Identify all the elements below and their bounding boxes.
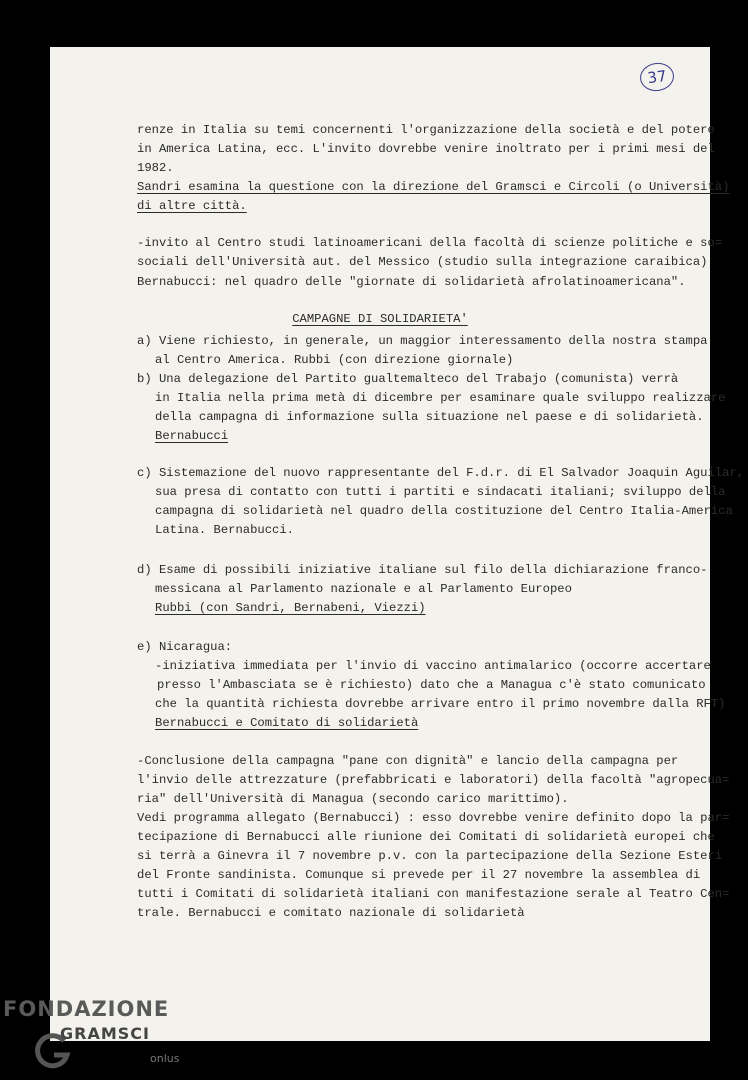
text-line: tecipazione di Bernabucci alle riunione dei Comitati di solidarietà europei che bbox=[137, 830, 715, 844]
text-line: messicana al Parlamento nazionale e al Parlamento Europeo bbox=[155, 582, 572, 596]
text-line: -Conclusione della campagna "pane con dignità" e lancio della campagna per bbox=[137, 754, 679, 768]
document-page bbox=[50, 47, 745, 1041]
text-line: campagna di solidarietà nel quadro della costituzione del Centro Italia-America bbox=[155, 504, 733, 518]
text-line: ria" dell'Università di Managua (secondo carico marittimo). bbox=[137, 792, 569, 806]
text-line: Latina. Bernabucci. bbox=[155, 523, 294, 537]
text-line: tutti i Comitati di solidarietà italiani con manifestazione serale al Teatro Cen= bbox=[137, 887, 730, 901]
text-line: 1982. bbox=[137, 161, 174, 175]
text-line: Bernabucci bbox=[155, 429, 229, 443]
text-line: del Fronte sandinista. Comunque si prevede per il 27 novembre la assemblea di bbox=[137, 868, 701, 882]
watermark-subtitle: GRAMSCI bbox=[60, 1024, 150, 1043]
text-line: che la quantità richiesta dovrebbe arrivare entro il primo novembre dalla RFT) bbox=[155, 697, 726, 711]
text-line: sua presa di contatto con tutti i partiti e sindacati italiani; sviluppo della bbox=[155, 485, 726, 499]
text-line: Bernabucci e Comitato di solidarietà bbox=[155, 716, 419, 730]
page-number-annotation: 37 bbox=[638, 61, 676, 93]
text-line: al Centro America. Rubbi (con direzione giornale) bbox=[155, 353, 514, 367]
text-line: si terrà a Ginevra il 7 novembre p.v. con la partecipazione della Sezione Esteri bbox=[137, 849, 723, 863]
text-line: -invito al Centro studi latinoamericani della facoltà di scienze politiche e so= bbox=[137, 236, 723, 250]
text-line: -iniziativa immediata per l'invio di vaccino antimalarico (occorre accertare bbox=[155, 659, 711, 673]
section-heading: CAMPAGNE DI SOLIDARIETA' bbox=[292, 312, 468, 326]
list-item-c: c) Sistemazione del nuovo rappresentante del F.d.r. di El Salvador Joaquin Aguilar, bbox=[137, 466, 745, 480]
list-item-e: e) Nicaragua: bbox=[137, 640, 233, 654]
watermark-title: FONDAZIONE bbox=[3, 997, 170, 1021]
list-item-d: d) Esame di possibili iniziative italiane sul filo della dichiarazione franco- bbox=[137, 563, 708, 577]
text-line: sociali dell'Università aut. del Messico (studio sulla integrazione caraibica) bbox=[137, 255, 708, 269]
text-line: in America Latina, ecc. L'invito dovrebbe venire inoltrato per i primi mesi del bbox=[137, 142, 715, 156]
text-line: di altre città. bbox=[137, 199, 247, 213]
text-line: renze in Italia su temi concernenti l'organizzazione della società e del potere bbox=[137, 123, 715, 137]
text-line: Rubbi (con Sandri, Bernabeni, Viezzi) bbox=[155, 601, 426, 615]
text-line: in Italia nella prima metà di dicembre per esaminare quale sviluppo realizzare bbox=[155, 391, 726, 405]
text-line: della campagna di informazione sulla situazione nel paese e di solidarietà. bbox=[155, 410, 704, 424]
list-item-a: a) Viene richiesto, in generale, un maggior interessamento della nostra stampa bbox=[137, 334, 708, 348]
watermark-onlus: onlus bbox=[150, 1052, 180, 1065]
text-line: trale. Bernabucci e comitato nazionale di solidarietà bbox=[137, 906, 525, 920]
text-line: Bernabucci: nel quadro delle "giornate di solidarietà afrolatinoamericana". bbox=[137, 275, 686, 289]
text-line: presso l'Ambasciata se è richiesto) dato che a Managua c'è stato comunicato bbox=[157, 678, 706, 692]
list-item-b: b) Una delegazione del Partito gualtemalteco del Trabajo (comunista) verrà bbox=[137, 372, 679, 386]
text-line: Sandri esamina la questione con la direzione del Gramsci e Circoli (o Università) bbox=[137, 180, 730, 194]
text-line: Vedi programma allegato (Bernabucci) : esso dovrebbe venire definito dopo la par= bbox=[137, 811, 730, 825]
text-line: l'invio delle attrezzature (prefabbricati e laboratori) della facoltà "agropecua= bbox=[137, 773, 730, 787]
